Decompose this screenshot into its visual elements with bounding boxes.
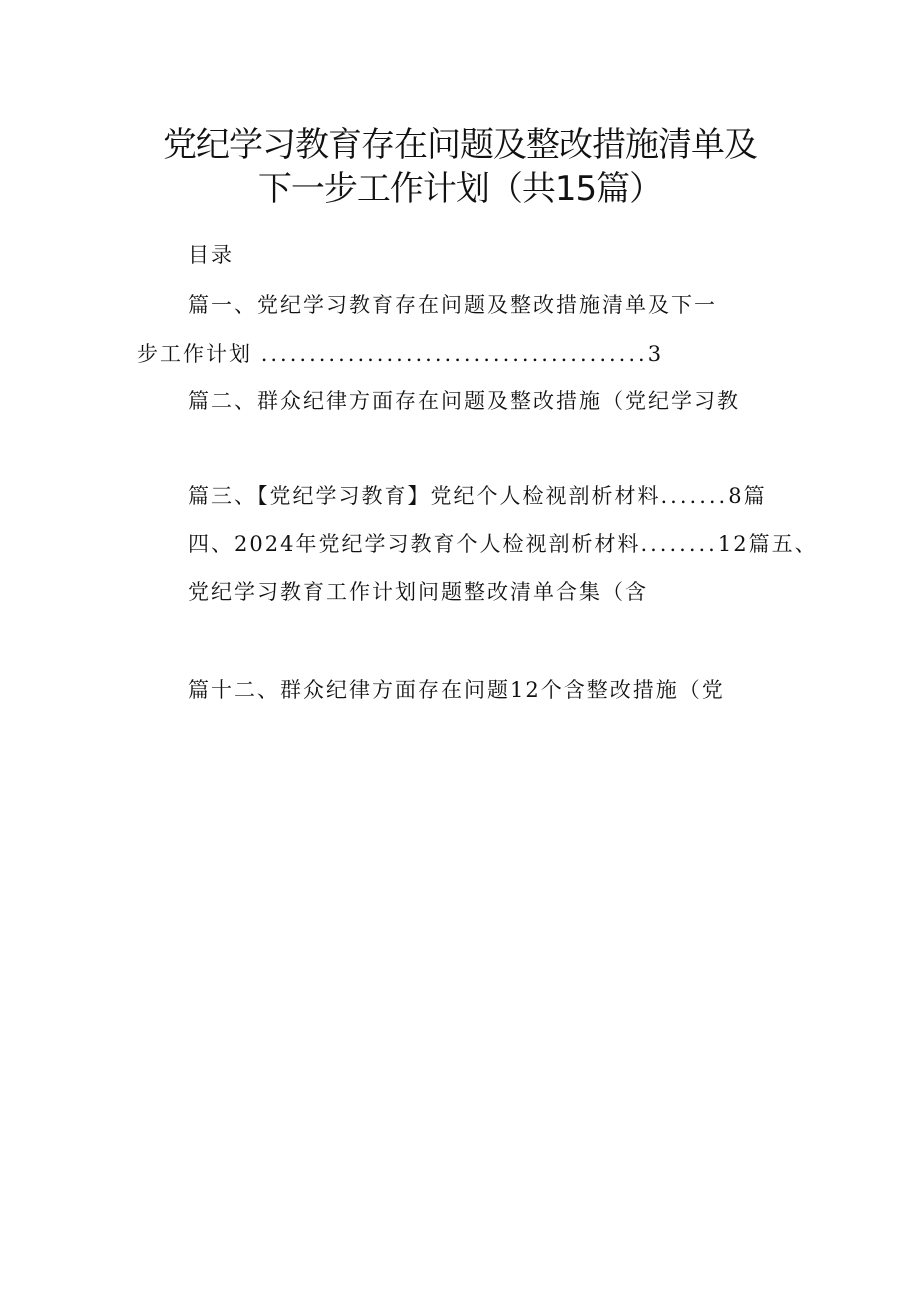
toc-entry-1-text: 步工作计划	[137, 342, 261, 366]
toc-leader-dots: .......	[660, 484, 729, 508]
toc-entry-4	[188, 531, 818, 557]
toc-entry-12: 篇十二、群众纪律方面存在问题12个含整改措施（党	[188, 678, 725, 702]
document-title-line-1: 党纪学习教育存在问题及整改措施清单及	[163, 125, 757, 165]
toc-entry-3-tail: 8篇	[728, 484, 767, 508]
toc-heading: 目录	[188, 243, 234, 267]
toc-page-number: 3	[647, 342, 664, 366]
toc-entry-3	[188, 483, 767, 509]
toc-entry-1-line-2	[137, 341, 663, 367]
toc-entry-4-tail: 12篇五、	[717, 532, 818, 556]
toc-entry-3-text: 篇三、【党纪学习教育】党纪个人检视剖析材料	[188, 484, 661, 508]
toc-leader-dots: ........	[640, 532, 718, 556]
toc-leader-dots: ........................................	[260, 342, 648, 366]
toc-entry-4-text: 四、2024年党纪学习教育个人检视剖析材料	[188, 532, 641, 556]
toc-entry-2: 篇二、群众纪律方面存在问题及整改措施（党纪学习教	[188, 389, 740, 413]
toc-entry-1-line-1: 篇一、党纪学习教育存在问题及整改措施清单及下一	[188, 293, 717, 317]
toc-entry-5: 党纪学习教育工作计划问题整改清单合集（含	[188, 580, 648, 604]
document-title-line-2: 下一步工作计划（共15篇）	[257, 169, 663, 209]
